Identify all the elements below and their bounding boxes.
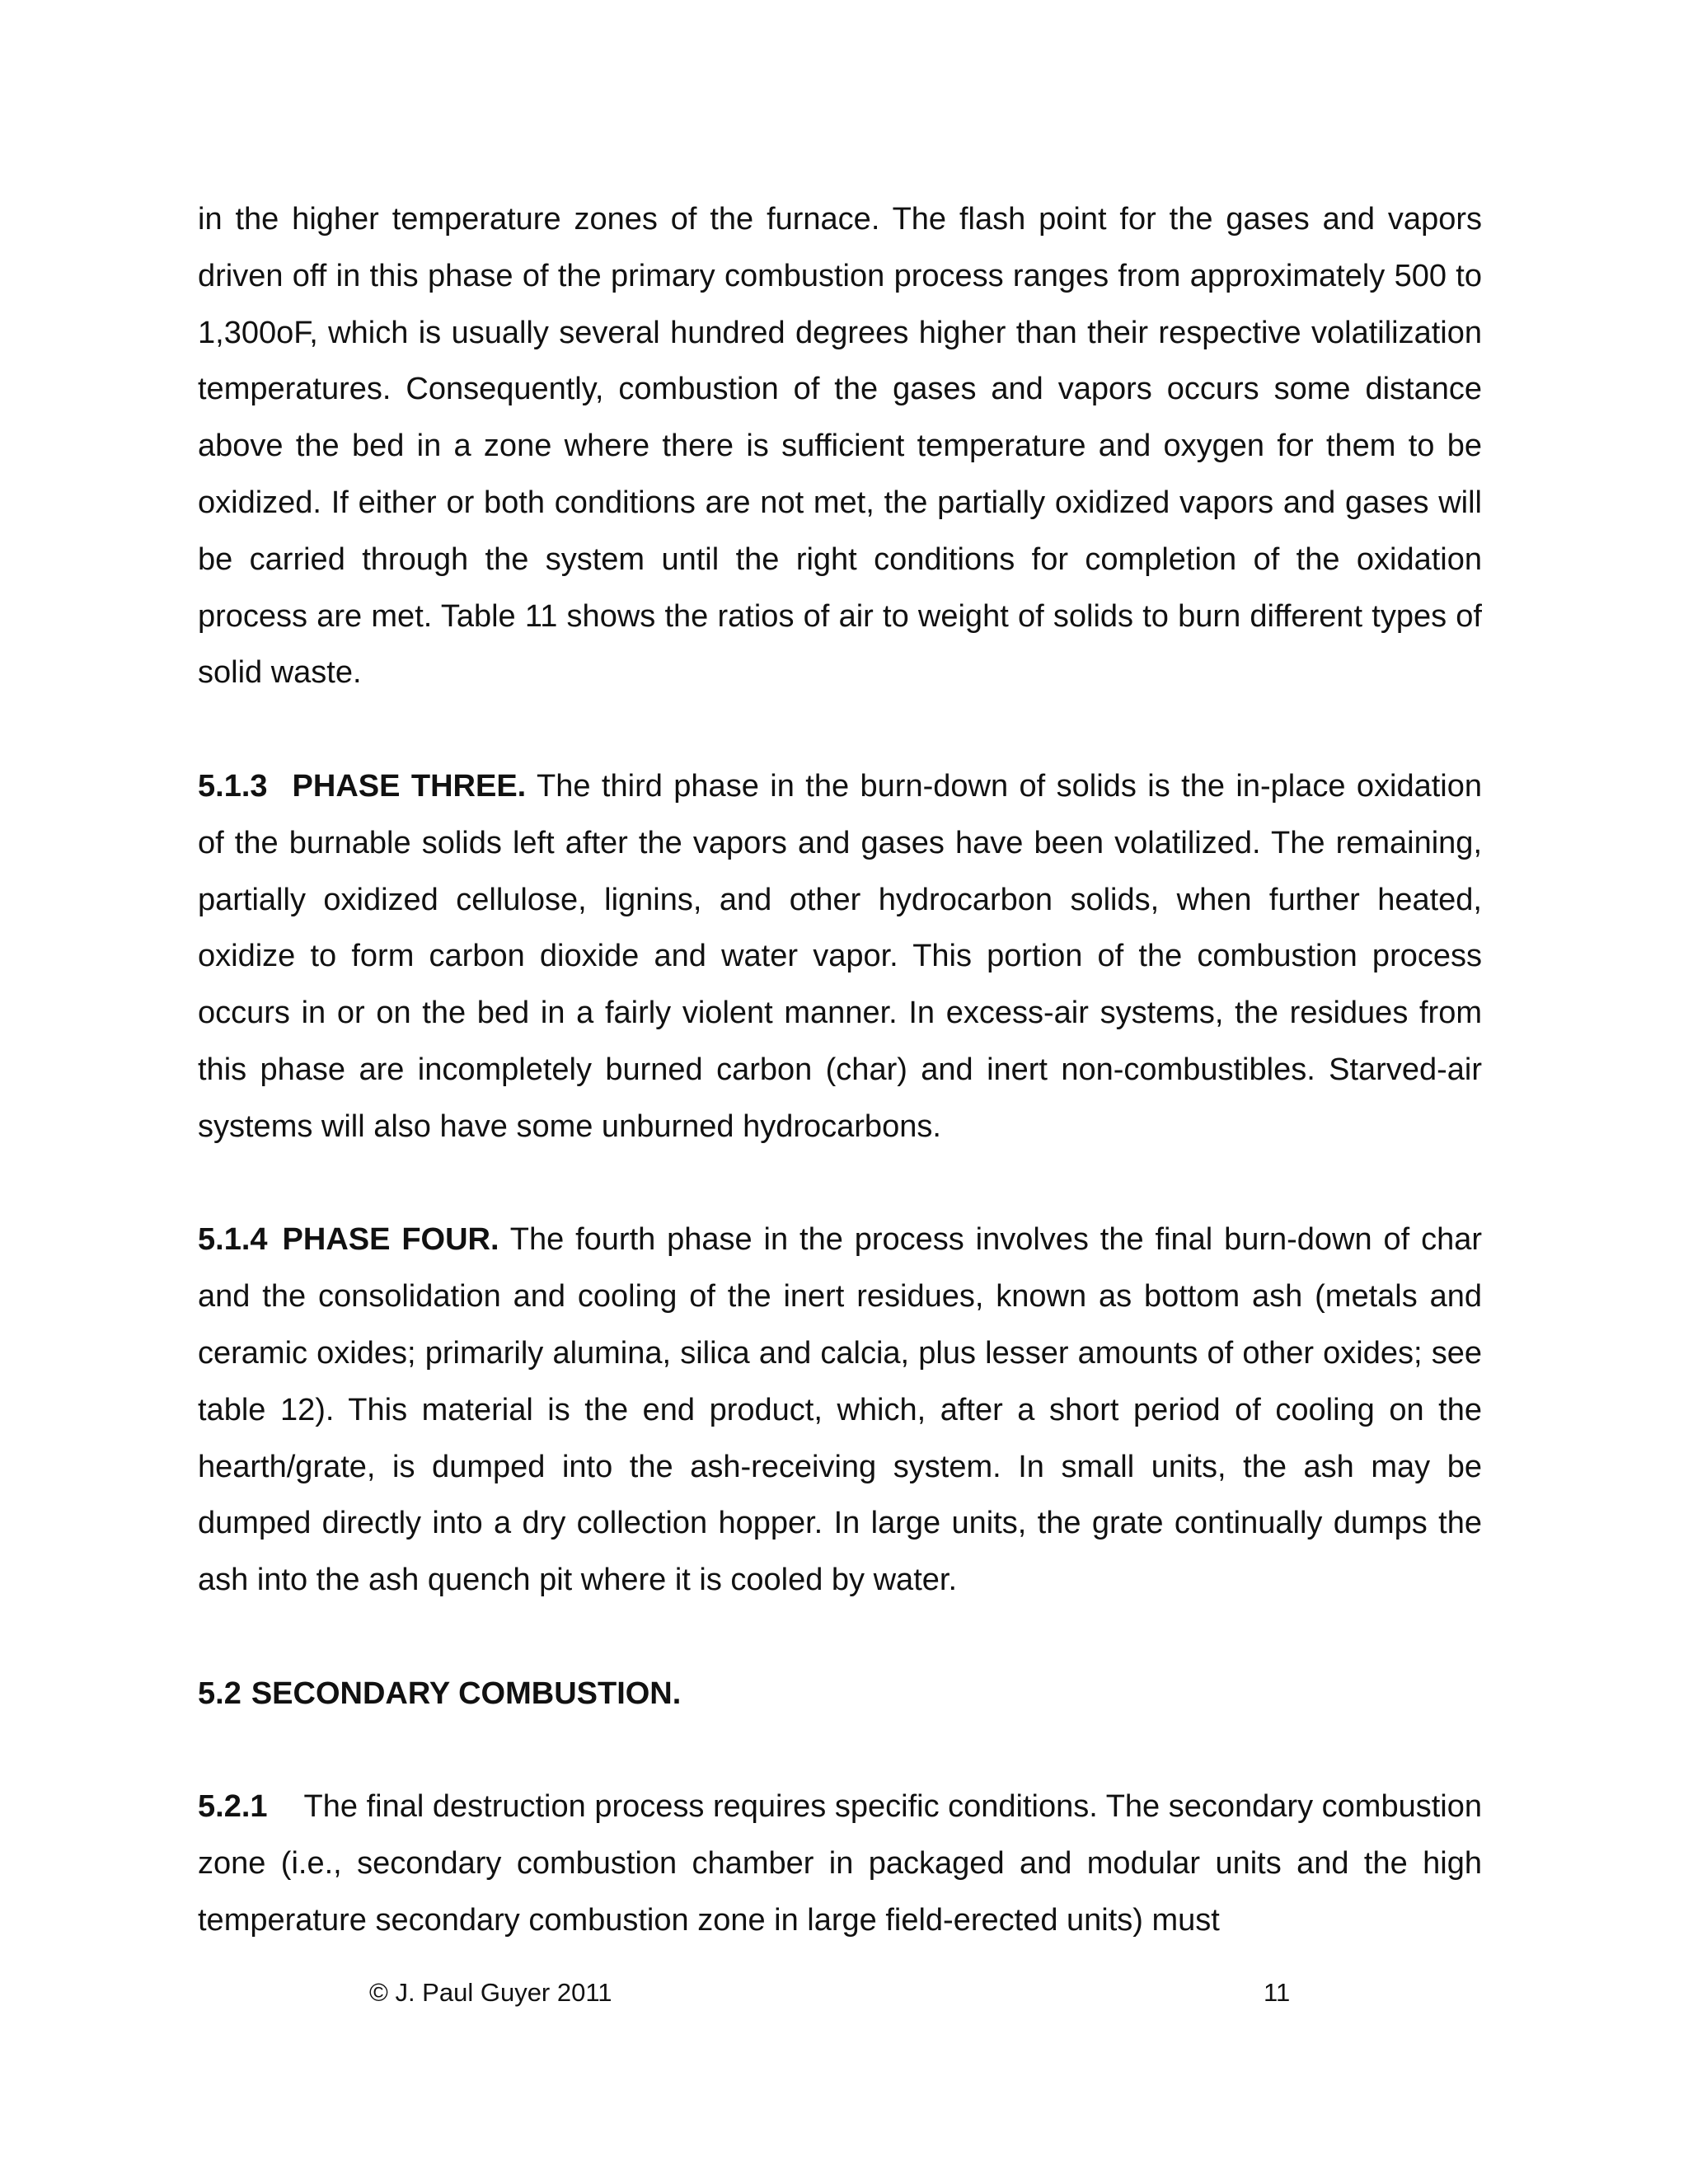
section-text: The final destruction process requires specific conditions. The secondary combustion zone (i.e., secondary combustion chamber in packaged and modular units and the high temperature secondary combustion zone in large field-erected units) must — [198, 1789, 1482, 1938]
section-text: The third phase in the burn-down of solids is the in-place oxidation of the burnable solids left after the vapors and gases have been volatilized. The remaining, partially oxidized cellulose, lignins, and other hydrocarbon solids, when further heated, oxidize to form carbon dioxide and water vapor. This portion of the combustion process occurs in or on the bed in a fairly violent manner. In excess-air systems, the residues from this phase are incompletely burned carbon (char) and inert non-combustibles. Starved-air systems will also have some unburned hydrocarbons. — [198, 768, 1483, 1144]
section-number: 5.1.3 — [198, 768, 268, 804]
spacer — [198, 1722, 1482, 1779]
section-5-2-heading — [198, 1666, 1482, 1722]
spacer — [198, 1609, 1482, 1666]
page-number: 11 — [1264, 1978, 1291, 2007]
section-5-2-1 — [198, 1779, 1482, 1948]
section-title: SECONDARY COMBUSTION. — [251, 1675, 682, 1711]
section-5-1-3 — [198, 758, 1482, 1155]
section-5-1-4 — [198, 1212, 1482, 1609]
section-title: PHASE FOUR. — [282, 1222, 499, 1258]
spacer — [198, 701, 1482, 758]
section-text: The fourth phase in the process involves the final burn-down of char and the consolidation and cooling of the inert residues, known as bottom ash (metals and ceramic oxides; primarily alumina, silica and calcia, plus lesser amounts of other oxides; see table 12). This material is the end product, which, after a short period of cooling on the hearth/grate, is dumped into the ash-receiving system. In small units, the ash may be dumped directly into a dry collection hopper. In large units, the grate continually dumps the ash into the ash quench pit where it is cooled by water. — [198, 1222, 1483, 1598]
footer-copyright: © J. Paul Guyer 2011 — [369, 1978, 612, 2007]
paragraph-continuation: in the higher temperature zones of the furnace. The flash point for the gases and vapors driven off in this phase of the primary combustion process ranges from approximately 500 to 1,300oF, which is usually several hundred degrees higher than their respective volatilization temperatures. Consequently, combustion of the gases and vapors occurs some distance above the bed in a zone where there is sufficient temperature and oxygen for them to be oxidized. If either or both conditions are not met, the partially oxidized vapors and gases will be carried through the system until the right conditions for completion of the oxidation process are met. Table 11 shows the ratios of air to weight of solids to burn different types of solid waste. — [198, 202, 1482, 691]
section-title: PHASE THREE. — [292, 768, 527, 804]
section-number: 5.2.1 — [198, 1789, 268, 1825]
section-number: 5.1.4 — [198, 1222, 268, 1258]
spacer — [198, 1155, 1482, 1212]
section-number: 5.2 — [198, 1675, 241, 1711]
page-body — [198, 191, 1482, 1949]
